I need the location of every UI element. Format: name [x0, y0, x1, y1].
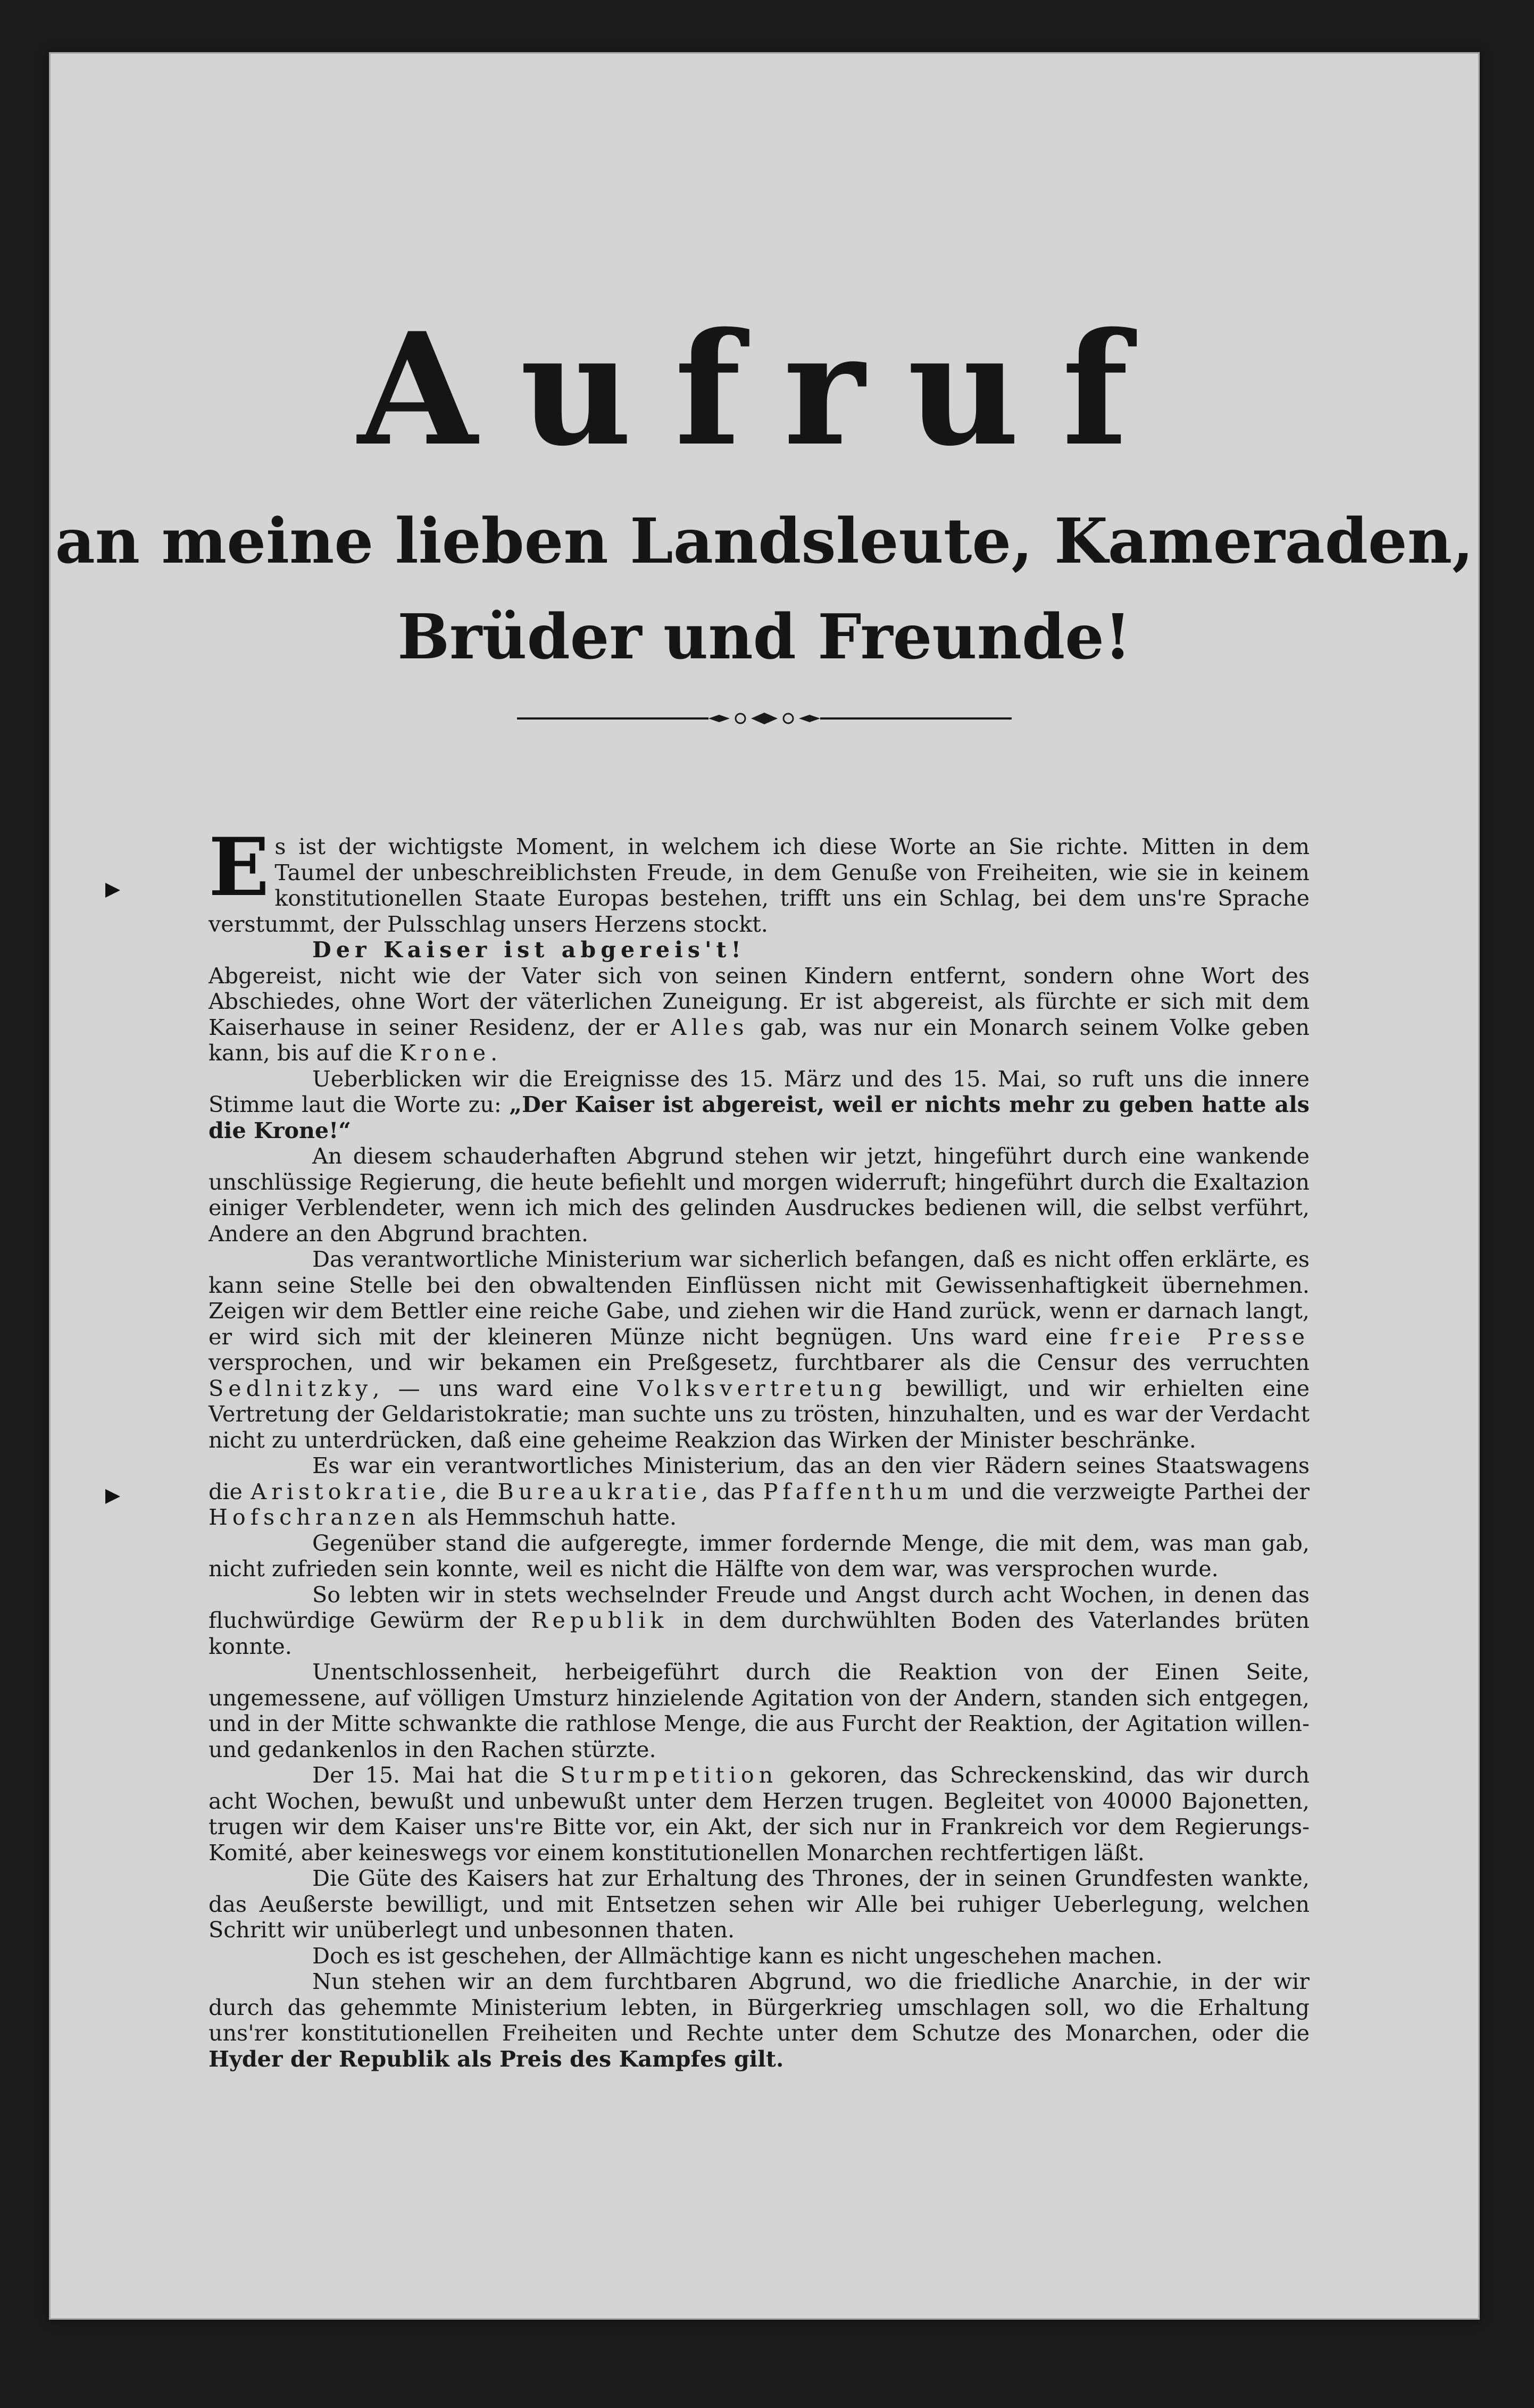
paragraph-6-text-a: Es war ein verantwortliches Ministerium, das an den vier Rädern seines Staatswagens die: [209, 1453, 1310, 1504]
divider-ornament-icon: [517, 710, 1012, 726]
paragraph-2: [209, 963, 1310, 1066]
paragraph-12: Doch es ist geschehen, der Allmächtige kann es nicht ungeschehen machen.: [312, 1943, 1163, 1969]
paragraph-11: Die Güte des Kaisers hat zur Erhaltung des Thrones, der in seinen Grundfesten wankte, das Aeußerste bewilligt, und mit Entsetzen sehen wir Alle bei ruhiger Ueberlegung, welchen Schritt wir unüberlegt und unbesonnen thaten.: [209, 1866, 1310, 1943]
paragraph-3-text: Ueberblicken wir die Ereignisse des 15. März und des 15. Mai, so ruft uns die innere Stimme laut die Worte zu:: [209, 1066, 1310, 1117]
subtitle-line-2: Brüder und Freunde!: [397, 601, 1131, 673]
paragraph-2-text-c: .: [490, 1040, 498, 1066]
faint-stamp: [607, 1951, 937, 1993]
paragraph-5-text-b: versprochen, und wir bekamen ein Preßgesetz, furchtbarer als die Censur des verruchten: [209, 1350, 1310, 1375]
body-text: [209, 821, 1310, 2072]
paragraph-2-text-a: Abgereist, nicht wie der Vater sich von seinen Kindern entfernt, sondern ohne Wort des Abschiedes, ohne Wort der väterlichen Zuneigung. Er ist abgereist, als fürchte er sich mit dem Kaiserhause in seiner Residenz, der er: [209, 963, 1310, 1040]
margin-mark-arrow-icon: [105, 883, 120, 898]
paragraph-10: [209, 1762, 1310, 1866]
document-title: Aufruf: [357, 299, 1171, 480]
paragraph-10-text-b: gekoren, das Schreckenskind, das wir durch acht Wochen, bewußt und unbewußt unter dem Herzen trugen. Begleitet von 40000 Bajonetten, trugen wir dem Kaiser uns're Bitte vor, ein Akt, der sich nur in Frankreich vor dem Regierungs-Komité, aber keineswegs vor einem konstitutionellen Monarchen rechtfertigen läßt.: [209, 1762, 1310, 1866]
emphasis-pfaffenthum: Pfaffenthum: [763, 1478, 953, 1504]
emphasis-bureaukratie: Bureaukratie: [497, 1478, 702, 1504]
paragraph-4: An diesem schauderhaften Abgrund stehen wir jetzt, hingeführt durch eine wankende unschlüssige Regierung, die heute befiehlt und morgen widerruft; hingeführt durch die Exaltazion einiger Verblendeter, wenn ich mich des gelinden Ausdruckes bedienen will, die selbst verführt, Andere an den Abgrund brachten.: [209, 1143, 1310, 1247]
emphasis-aristokratie: Aristokratie: [251, 1478, 440, 1504]
emphasis-presse: freie Presse: [1110, 1324, 1310, 1350]
emphasis-hyder: Hyder der Republik als Preis des Kampfes gilt.: [209, 2045, 784, 2072]
paragraph-6-text-b: , die: [440, 1478, 498, 1504]
emphasis-republik: Republik: [531, 1608, 669, 1633]
emphasis-volksvertretung: Volksvertretung: [637, 1375, 887, 1401]
drop-cap: E: [209, 821, 270, 914]
paragraph-10-text-a: Der 15. Mai hat die: [312, 1762, 561, 1788]
exclamation-line: Der Kaiser ist abgereis't!: [312, 937, 746, 963]
paragraph-1-text: s ist der wichtigste Moment, in welchem ich diese Worte an Sie richte. Mitten in dem Taumel der unbeschreiblichsten Freude, in dem Genuße von Freiheiten, wie sie in keinem konstitutionellen Staate Europas bestehen, trifft uns ein Schlag, bei dem uns're Sprache verstummt, der Pulsschlag unsers Herzens stockt.: [209, 834, 1310, 937]
paragraph-5-text-d: bewilligt, und wir erhielten eine Vertretung der Geldaristokratie; man suchte uns zu trösten, hinzuhalten, und es war der Verdacht nicht zu unterdrücken, daß eine geheime Reakzion das Wirken der Minister beschränke.: [209, 1375, 1310, 1453]
emphasis-sturmpetition: Sturmpetition: [560, 1762, 778, 1788]
paragraph-6-text-c: , das: [701, 1478, 763, 1504]
subtitle-line-1: an meine lieben Landsleute, Kameraden,: [55, 505, 1474, 578]
paragraph-6: [209, 1453, 1310, 1531]
quote-kaiser: „Der Kaiser ist abgereist, weil er nichts mehr zu geben hatte als die Krone!“: [209, 1091, 1310, 1143]
paragraph-5-text-a: Das verantwortliche Ministerium war sicherlich befangen, daß es nicht offen erklärte, es kann seine Stelle bei den obwaltenden Einflüssen nicht mit Gewissenhaftigkeit übernehmen. Zeigen wir dem Bettler eine reiche Gabe, und ziehen wir die Hand zurück, wenn er darnach langt, er wird sich mit der kleineren Münze nicht begnügen. Uns ward eine: [209, 1247, 1310, 1350]
paragraph-6-text-d: und die verzweigte Parthei der: [953, 1478, 1310, 1504]
paragraph-13-text: Nun stehen wir an dem furchtbaren Abgrund, wo die friedliche Anarchie, in der wir durch das gehemmte Ministerium lebten, in Bürgerkrieg umschlagen soll, wo die Erhaltung uns'rer konstitutionellen Freiheiten und Rechte unter dem Schutze des Monarchen, oder die: [209, 1969, 1310, 2046]
paragraph-7: Gegenüber stand die aufgeregte, immer fordernde Menge, die mit dem, was man gab, nicht zufrieden sein konnte, weil es nicht die Hälfte von dem war, was versprochen wurde.: [209, 1530, 1310, 1582]
paragraph-9: Unentschlossenheit, herbeigeführt durch die Reaktion von der Einen Seite, ungemessene, auf völligen Umsturz hinzielende Agitation von der Andern, standen sich entgegen, und in der Mitte schwankte die rathlose Menge, die aus Furcht der Reaktion, der Agitation willen- und gedankenlos in den Rachen stürzte.: [209, 1659, 1310, 1762]
emphasis-hofschranzen: Hofschranzen: [209, 1504, 421, 1530]
document-sheet: [49, 52, 1480, 2320]
paragraph-3: [209, 1066, 1310, 1144]
paragraph-1: [209, 821, 1310, 937]
margin-mark-arrow-icon: [105, 1489, 120, 1504]
paragraph-5-text-c: , — uns ward eine: [372, 1375, 638, 1401]
paragraph-8: [209, 1582, 1310, 1660]
emphasis-sedlnitzky: Sedlnitzky: [209, 1375, 373, 1401]
emphasis-krone: Krone: [399, 1040, 491, 1066]
paragraph-2-text-b: gab, was nur ein Monarch seinem Volke geben kann, bis auf die: [209, 1014, 1310, 1066]
emphasis-alles: Alles: [670, 1014, 749, 1040]
paragraph-5: [209, 1247, 1310, 1453]
paragraph-8-text-a: So lebten wir in stets wechselnder Freude und Angst durch acht Wochen, in denen das fluchwürdige Gewürm der: [209, 1582, 1310, 1633]
paragraph-8-text-b: in dem durchwühlten Boden des Vaterlandes brüten konnte.: [209, 1608, 1310, 1659]
paragraph-6-text-e: als Hemmschuh hatte.: [420, 1504, 677, 1530]
